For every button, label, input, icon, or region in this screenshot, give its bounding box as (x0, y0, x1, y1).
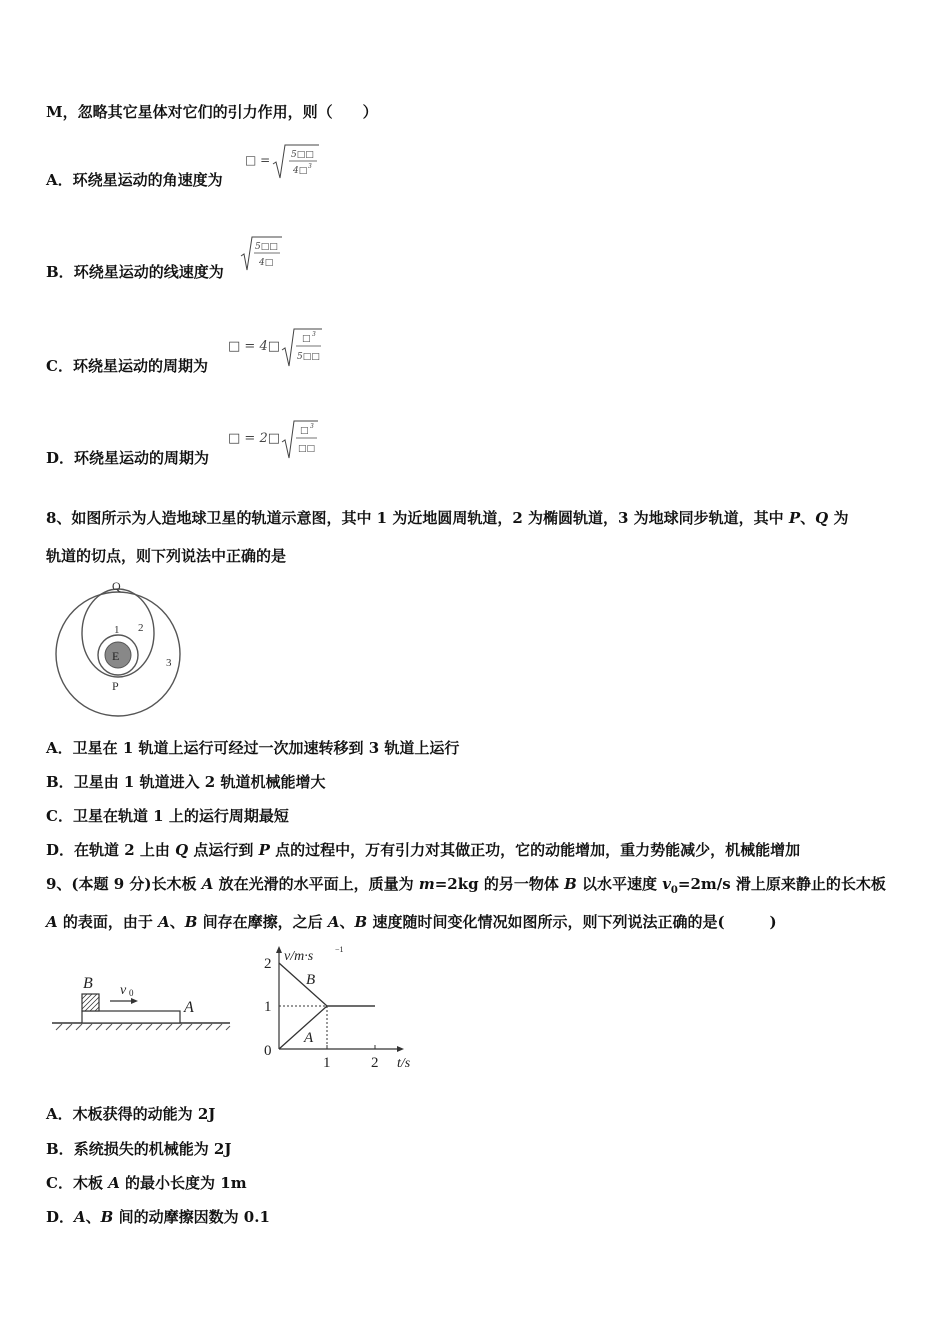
y-tick-label: 1 (264, 999, 272, 1015)
q9-option-a[interactable]: A．木板获得的动能为 2J (46, 1105, 216, 1123)
q8-stem-line2: 轨道的切点，则下列说法中正确的是 (46, 547, 287, 565)
label-b: B (83, 975, 93, 992)
formula-period-d (226, 418, 326, 462)
option-text: 环绕星运动的线速度为 (73, 263, 224, 281)
formula-num: 5□□ (291, 150, 314, 160)
formula-omega (243, 142, 323, 184)
q9-stem-line1: 9、(本题 9 分)长木板 A 放在光滑的水平面上，质量为 m=2kg 的另一物体 B 以水平速度 $v_0=2m/s$ 滑上原来静止的长木板 (46, 875, 886, 896)
label-v: v (120, 983, 127, 998)
q7-stem-tail: M，忽略其它星体对它们的引力作用，则（ ） (46, 103, 378, 121)
q8-stem-line1: 8、如图所示为人造地球卫星的轨道示意图，其中 1 为近地圆周轨道，2 为椭圆轨道，3 为地球同步轨道，其中 P、Q 为 (46, 509, 849, 527)
formula-den-exp: 3 (308, 163, 312, 170)
option-text: 环绕星运动的角速度为 (72, 171, 223, 189)
formula-num-exp: 3 (312, 331, 316, 338)
board-diagram (50, 968, 235, 1038)
orbit-diagram (52, 578, 192, 720)
label-e: E (112, 649, 120, 663)
y-axis-exp: −1 (335, 945, 344, 954)
formula-lhs: □ = 4□ (228, 339, 280, 354)
formula-num-exp: 3 (310, 423, 314, 430)
q8-option-a[interactable]: A．卫星在 1 轨道上运行可经过一次加速转移到 3 轨道上运行 (46, 739, 460, 757)
formula-num: 5□□ (255, 242, 278, 252)
label-orbit-1: 1 (114, 624, 120, 636)
y-tick-label: 2 (264, 956, 272, 972)
label-q: Q (112, 579, 121, 593)
formula-num: □ (302, 334, 311, 344)
formula-den: □□ (298, 444, 316, 454)
q8-option-c[interactable]: C．卫星在轨道 1 上的运行周期最短 (46, 807, 289, 825)
series-line-b (279, 963, 375, 1006)
label-v-sub: 0 (129, 988, 134, 998)
velocity-time-graph (252, 942, 427, 1072)
q7-option-c[interactable] (46, 356, 208, 376)
x-tick-label: 1 (323, 1055, 331, 1071)
option-label: D． (46, 449, 75, 467)
x-tick-label: 2 (371, 1055, 379, 1071)
formula-den: 4□ (259, 258, 274, 268)
formula-den: 4□ (293, 166, 308, 176)
formula-velocity (240, 234, 284, 276)
option-label: C． (46, 357, 73, 375)
q8-option-d[interactable]: D．在轨道 2 上由 Q 点运行到 P 点的过程中，万有引力对其做正功，它的动能增加，重力势能减少，机械能增加 (46, 841, 801, 859)
q9-option-d[interactable]: D．A、B 间的动摩擦因数为 0.1 (46, 1208, 270, 1226)
label-orbit-3: 3 (166, 657, 172, 669)
q8-option-b[interactable]: B．卫星由 1 轨道进入 2 轨道机械能增大 (46, 773, 326, 791)
q7-option-a[interactable] (46, 170, 223, 190)
line-b-label: B (306, 972, 316, 988)
option-label: A． (46, 171, 73, 189)
formula-den: 5□□ (297, 352, 320, 362)
y-axis-label: v/m·s (284, 949, 314, 964)
formula-lhs: □ = (245, 153, 271, 167)
option-text: 环绕星运动的周期为 (74, 449, 210, 467)
label-a: A (184, 999, 194, 1016)
q9-option-b[interactable]: B．系统损失的机械能为 2J (46, 1140, 232, 1158)
line-a-label: A (304, 1030, 314, 1046)
label-p: P (112, 679, 119, 693)
q7-option-b[interactable] (46, 262, 224, 282)
board-a (82, 1011, 180, 1023)
formula-period-c (226, 326, 326, 370)
x-axis-label: t/s (397, 1056, 411, 1071)
option-text: 环绕星运动的周期为 (72, 357, 208, 375)
label-orbit-2: 2 (138, 622, 144, 634)
y-axis-arrow (276, 946, 282, 953)
x-axis-arrow (397, 1046, 404, 1052)
formula-num: □ (300, 426, 309, 436)
option-label: B． (46, 263, 74, 281)
q7-option-d[interactable] (46, 448, 209, 468)
origin-tick-label: 0 (264, 1043, 272, 1059)
q9-option-c[interactable]: C．木板 A 的最小长度为 1m (46, 1174, 247, 1192)
formula-lhs: □ = 2□ (228, 431, 280, 446)
q9-stem-line2: A 的表面，由于 A、B 间存在摩擦，之后 A、B 速度随时间变化情况如图所示，则下列说法正确的是( ) (46, 913, 777, 931)
